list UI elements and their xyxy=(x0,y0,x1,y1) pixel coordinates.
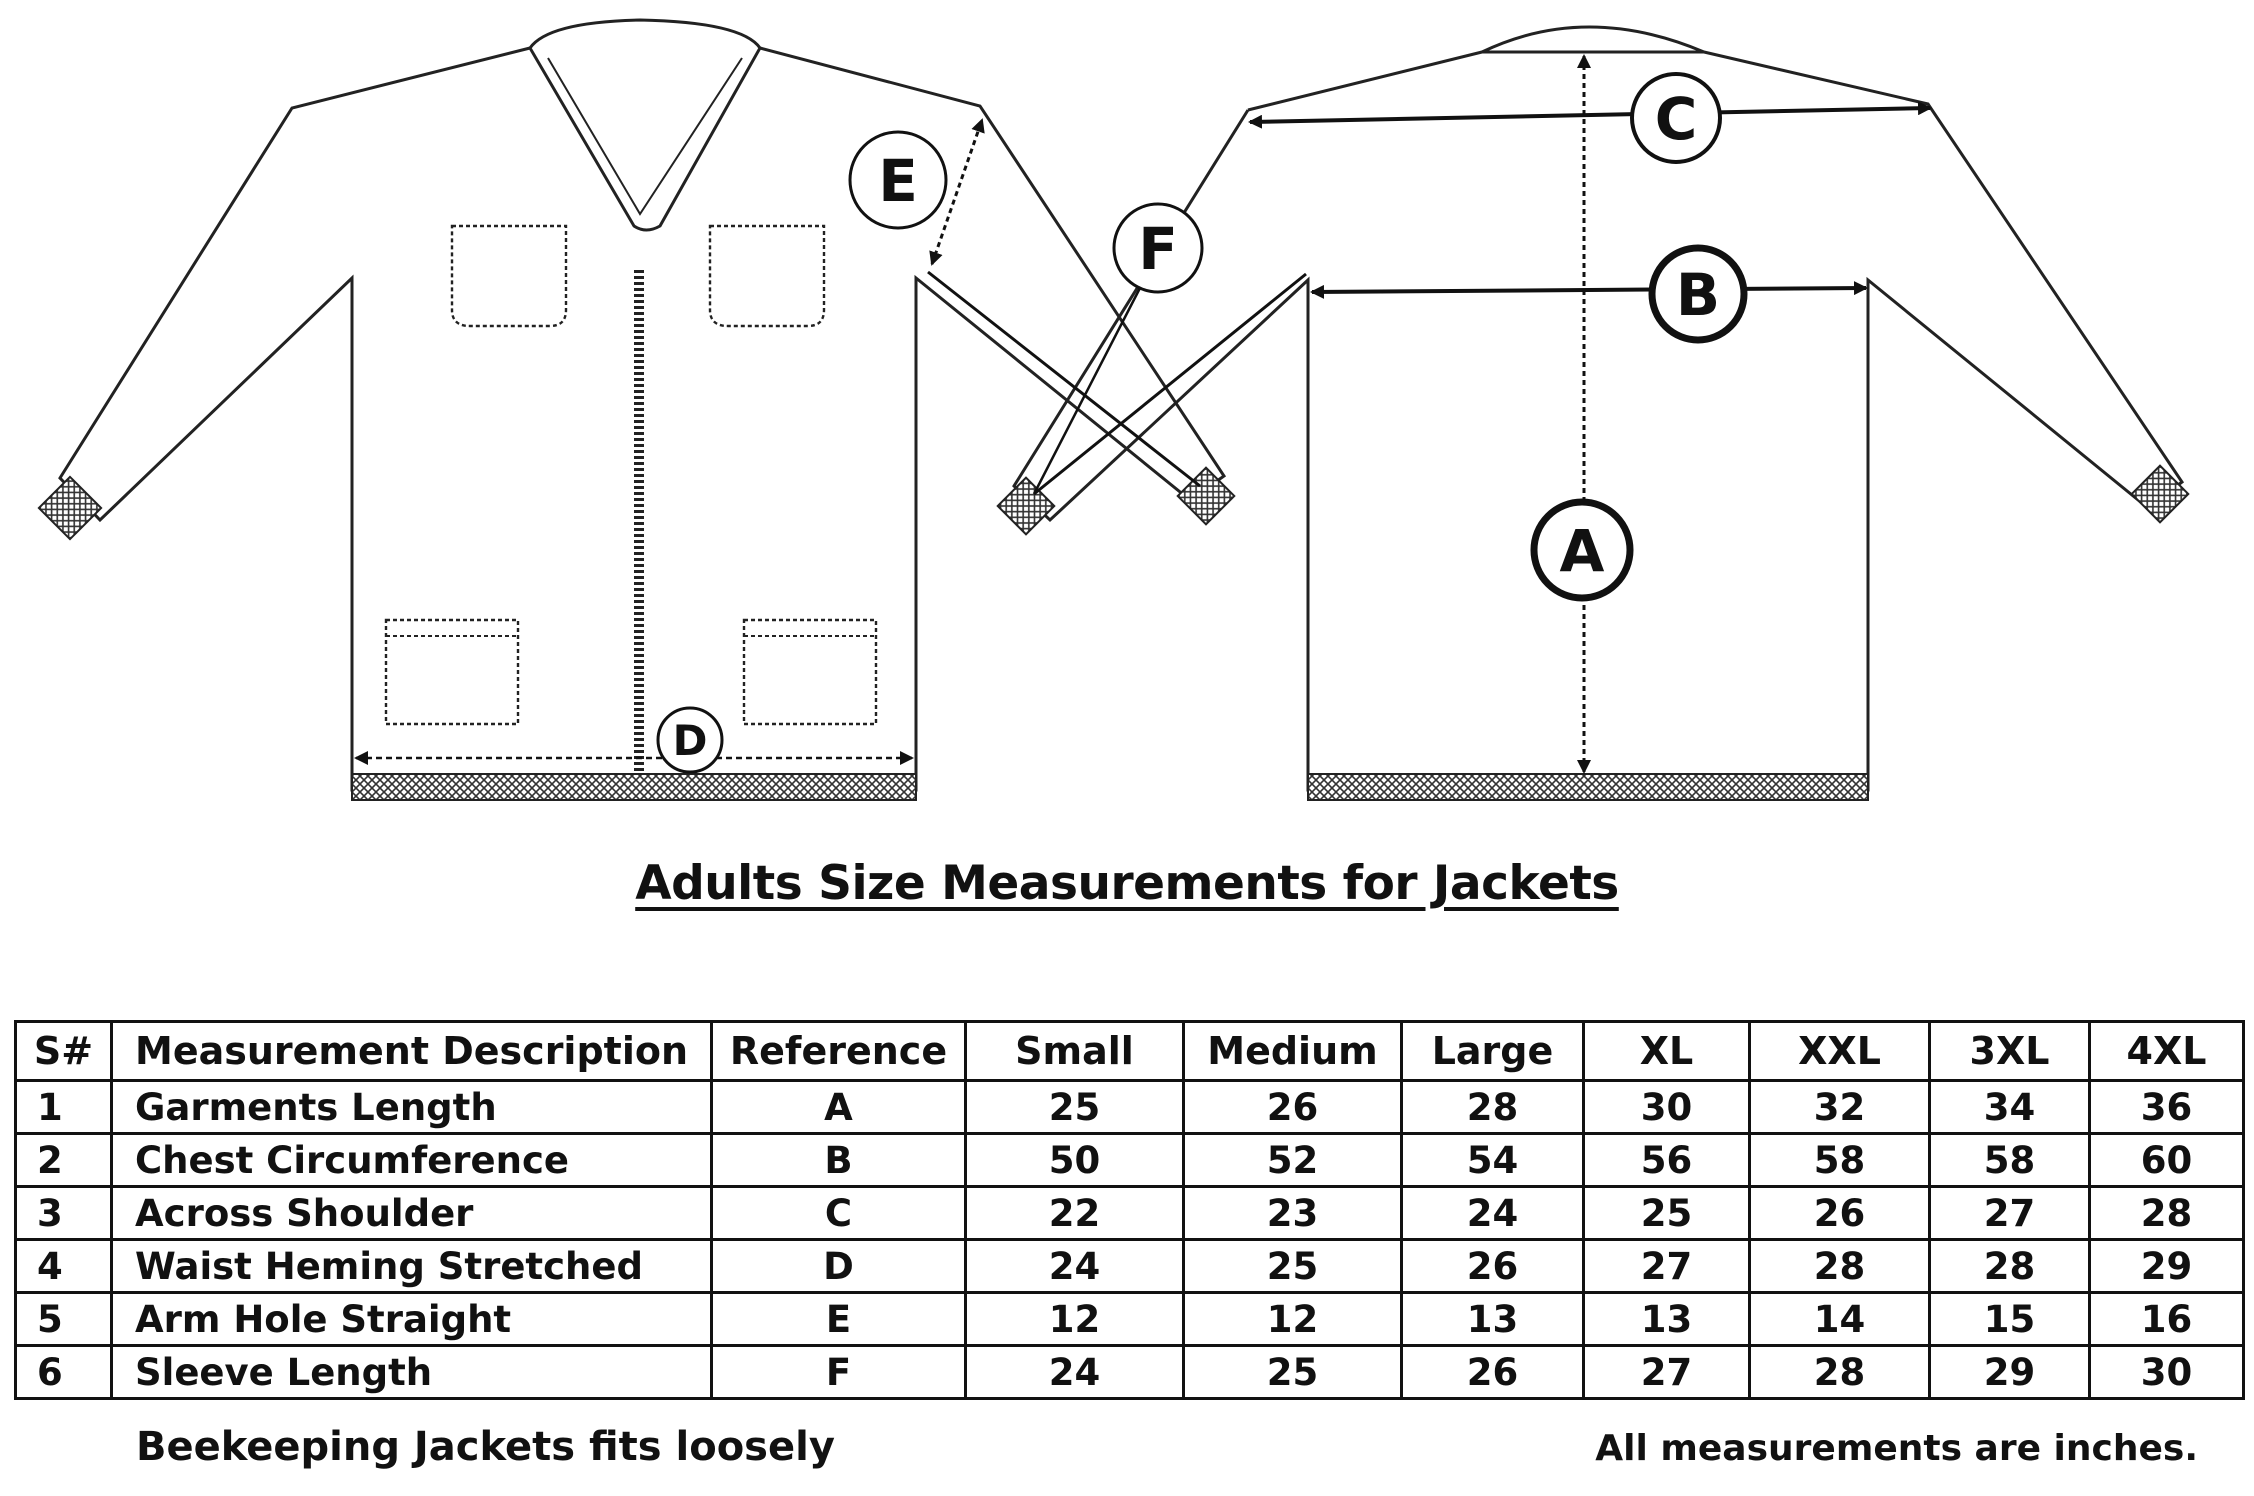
row-value-xxl: 32 xyxy=(1750,1081,1930,1134)
row-value-4xl: 16 xyxy=(2090,1293,2244,1346)
row-value-3xl: 29 xyxy=(1930,1346,2090,1399)
row-description: Chest Circumference xyxy=(112,1134,712,1187)
row-value-3xl: 15 xyxy=(1930,1293,2090,1346)
row-value-3xl: 28 xyxy=(1930,1240,2090,1293)
row-reference: F xyxy=(712,1346,966,1399)
callout-b xyxy=(1652,248,1744,340)
svg-text:F: F xyxy=(1138,215,1178,283)
row-description: Garments Length xyxy=(112,1081,712,1134)
row-value-4xl: 28 xyxy=(2090,1187,2244,1240)
row-value-3xl: 58 xyxy=(1930,1134,2090,1187)
row-value-large: 54 xyxy=(1402,1134,1584,1187)
row-value-small: 50 xyxy=(966,1134,1184,1187)
callout-a xyxy=(1534,502,1630,598)
front-jacket xyxy=(60,20,1224,790)
table-row xyxy=(16,1293,2244,1346)
header-size-3xl: 3XL xyxy=(1930,1022,2090,1081)
row-reference: A xyxy=(712,1081,966,1134)
fit-note: Beekeeping Jackets fits loosely xyxy=(136,1424,835,1470)
svg-text:C: C xyxy=(1654,85,1698,153)
back-waistband xyxy=(1308,774,1868,800)
header-size-large: Large xyxy=(1402,1022,1584,1081)
row-value-4xl: 30 xyxy=(2090,1346,2244,1399)
row-value-3xl: 34 xyxy=(1930,1081,2090,1134)
row-value-small: 12 xyxy=(966,1293,1184,1346)
header-size-xxl: XXL xyxy=(1750,1022,1930,1081)
row-value-xxl: 28 xyxy=(1750,1346,1930,1399)
row-value-medium: 23 xyxy=(1184,1187,1402,1240)
table-row xyxy=(16,1187,2244,1240)
row-value-large: 28 xyxy=(1402,1081,1584,1134)
table-body xyxy=(16,1081,2244,1399)
row-description: Waist Heming Stretched xyxy=(112,1240,712,1293)
svg-text:E: E xyxy=(878,147,918,215)
row-value-medium: 12 xyxy=(1184,1293,1402,1346)
row-description: Sleeve Length xyxy=(112,1346,712,1399)
header-serial-number: S# xyxy=(16,1022,112,1081)
row-description: Arm Hole Straight xyxy=(112,1293,712,1346)
chest-pocket-left xyxy=(452,226,566,326)
svg-text:B: B xyxy=(1675,261,1721,329)
front-cuff-left xyxy=(39,477,101,539)
row-value-large: 24 xyxy=(1402,1187,1584,1240)
row-serial-number: 3 xyxy=(16,1187,112,1240)
svg-text:D: D xyxy=(672,716,708,765)
row-reference: D xyxy=(712,1240,966,1293)
header-description: Measurement Description xyxy=(112,1022,712,1081)
row-value-small: 24 xyxy=(966,1240,1184,1293)
callout-c xyxy=(1632,74,1720,162)
row-serial-number: 6 xyxy=(16,1346,112,1399)
callout-e xyxy=(850,132,946,228)
row-value-medium: 26 xyxy=(1184,1081,1402,1134)
units-note: All measurements are inches. xyxy=(1595,1428,2198,1469)
back-cuff-right xyxy=(2132,466,2189,523)
row-value-xl: 27 xyxy=(1584,1346,1750,1399)
row-value-medium: 25 xyxy=(1184,1346,1402,1399)
size-measurement-table xyxy=(14,1020,2245,1400)
front-collar xyxy=(530,20,760,230)
row-serial-number: 1 xyxy=(16,1081,112,1134)
row-value-xl: 25 xyxy=(1584,1187,1750,1240)
row-value-small: 22 xyxy=(966,1187,1184,1240)
table-row xyxy=(16,1240,2244,1293)
back-collar xyxy=(1482,27,1704,52)
header-size-xl: XL xyxy=(1584,1022,1750,1081)
row-serial-number: 2 xyxy=(16,1134,112,1187)
row-reference: B xyxy=(712,1134,966,1187)
table-row xyxy=(16,1081,2244,1134)
row-value-4xl: 36 xyxy=(2090,1081,2244,1134)
row-value-xl: 56 xyxy=(1584,1134,1750,1187)
row-value-4xl: 60 xyxy=(2090,1134,2244,1187)
row-value-xxl: 14 xyxy=(1750,1293,1930,1346)
row-value-xxl: 26 xyxy=(1750,1187,1930,1240)
table-header-row xyxy=(16,1022,2244,1081)
row-value-xxl: 58 xyxy=(1750,1134,1930,1187)
row-value-xl: 27 xyxy=(1584,1240,1750,1293)
header-size-small: Small xyxy=(966,1022,1184,1081)
row-value-xl: 13 xyxy=(1584,1293,1750,1346)
row-value-large: 13 xyxy=(1402,1293,1584,1346)
callout-f xyxy=(1114,204,1202,292)
header-size-medium: Medium xyxy=(1184,1022,1402,1081)
row-serial-number: 5 xyxy=(16,1293,112,1346)
row-value-xxl: 28 xyxy=(1750,1240,1930,1293)
row-reference: E xyxy=(712,1293,966,1346)
header-size-4xl: 4XL xyxy=(2090,1022,2244,1081)
row-value-small: 25 xyxy=(966,1081,1184,1134)
row-value-3xl: 27 xyxy=(1930,1187,2090,1240)
row-reference: C xyxy=(712,1187,966,1240)
measurement-lines xyxy=(356,56,1930,772)
chest-pocket-right xyxy=(710,226,824,326)
header-reference: Reference xyxy=(712,1022,966,1081)
measure-line-c xyxy=(1250,108,1930,122)
chart-title: Adults Size Measurements for Jackets xyxy=(635,856,1619,911)
row-value-medium: 52 xyxy=(1184,1134,1402,1187)
row-value-xl: 30 xyxy=(1584,1081,1750,1134)
callout-d xyxy=(658,708,722,772)
table-row xyxy=(16,1346,2244,1399)
row-value-small: 24 xyxy=(966,1346,1184,1399)
row-value-large: 26 xyxy=(1402,1346,1584,1399)
row-value-medium: 25 xyxy=(1184,1240,1402,1293)
row-description: Across Shoulder xyxy=(112,1187,712,1240)
table-row xyxy=(16,1134,2244,1187)
row-value-4xl: 29 xyxy=(2090,1240,2244,1293)
row-serial-number: 4 xyxy=(16,1240,112,1293)
svg-text:A: A xyxy=(1559,517,1605,585)
front-waistband xyxy=(352,774,916,800)
row-value-large: 26 xyxy=(1402,1240,1584,1293)
back-jacket xyxy=(1014,27,2182,790)
measure-line-b xyxy=(1312,288,1866,292)
